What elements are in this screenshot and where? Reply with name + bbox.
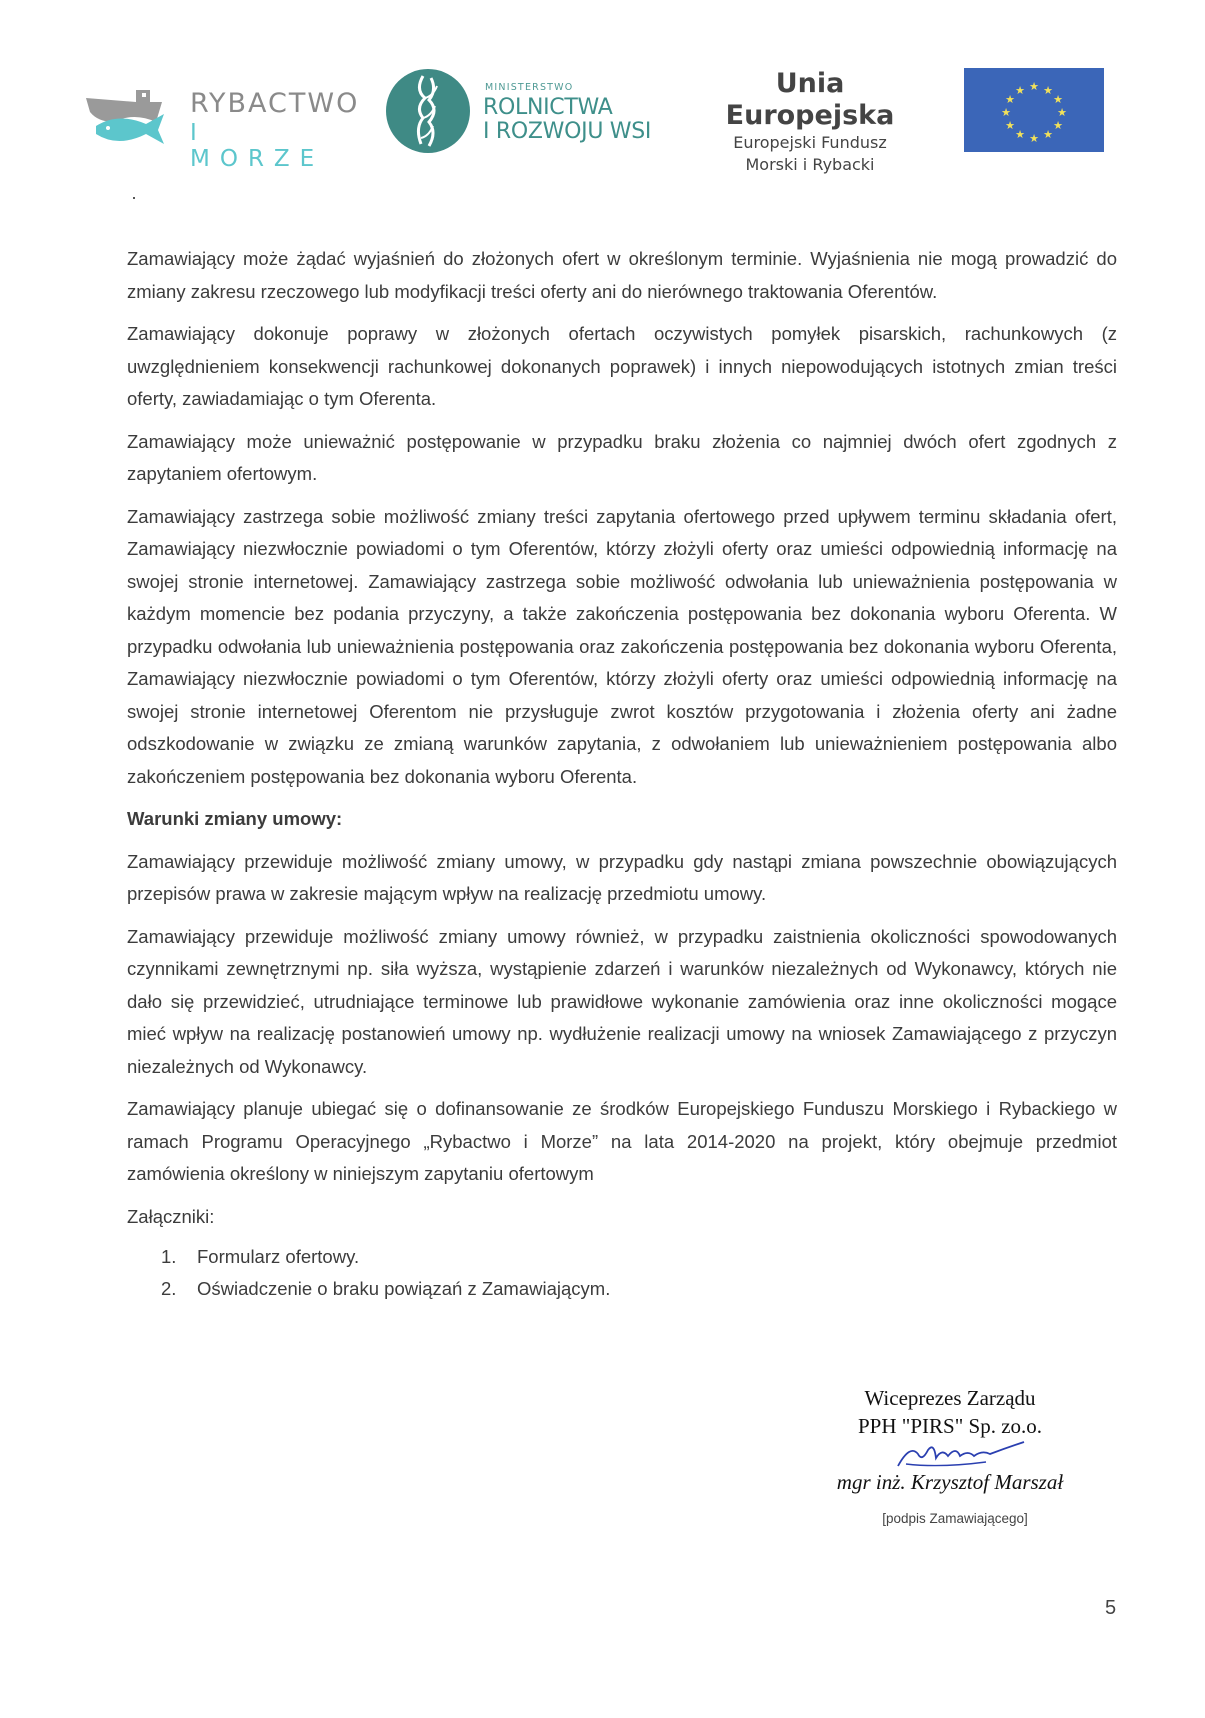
svg-text:★: ★ [1057,106,1067,119]
svg-text:★: ★ [1015,128,1025,141]
attachments-list [127,1241,1117,1305]
document-body [127,243,1117,1305]
boat-fish-icon [84,82,184,152]
logo-rybactwo-line1: RYBACTWO [190,88,360,119]
paragraph-okolicznosci: Zamawiający przewiduje możliwość zmiany umowy również, w przypadku zaistnienia okoliczności spowodowanych czynnikami zewnętrznymi np. siła wyższa, wystąpienie zdarzeń i warunków niezależnych od Wykonawcy, których nie dało się przewidzieć, utrudniające terminowe lub prawidłowe wykonanie zamówienia oraz inne okoliczności mogące mieć wpływ na realizację postanowień umowy np. wydłużenie realizacji umowy na wniosek Zamawiającego z przyczyn niezależnych od Wykonawcy. [127,925,1117,1077]
attachment-text: Oświadczenie o braku powiązań z Zamawiającym. [197,1278,611,1299]
svg-text:★: ★ [1005,93,1015,106]
attachment-item [161,1241,1117,1273]
paragraph-dofinansowanie: Zamawiający planuje ubiegać się o dofinansowanie ze środków Europejskiego Funduszu Morskiego i Rybackiego w ramach Programu Operacyjnego „Rybactwo i Morze” na lata 2014-2020 na projekt, który obejmuje przedmiot zamówienia określony w niniejszym zapytaniu ofertowym [127,1098,1117,1184]
attachment-text: Formularz ofertowy. [197,1246,360,1267]
ue-title: Unia Europejska [725,68,895,131]
svg-text:★: ★ [1043,84,1053,97]
section-heading-warunki-zmiany-umowy: Warunki zmiany umowy: [127,808,343,829]
svg-text:★: ★ [1043,128,1053,141]
document-header [0,60,1205,174]
svg-text:★: ★ [1029,132,1039,145]
logo-ministry-small: MINISTERSTWO [485,82,574,93]
paragraph-poprawy: Zamawiający dokonuje poprawy w złożonych ofertach oczywistych pomyłek pisarskich, rachunkowych (z uwzględnieniem konsekwencji rachunkowej dokonanych poprawek) i innych niepowodujących istotnych zmian treści oferty, zawiadamiając o tym Oferenta. [127,323,1117,409]
attachment-item [161,1273,1117,1305]
signatory-company: PPH "PIRS" Sp. zo.o. [857,1414,1043,1438]
handwritten-signature [810,1440,1090,1470]
ue-subtitle-line2: Morski i Rybacki [745,155,875,174]
paragraph-uniewaznienie: Zamawiający może unieważnić postępowanie w przypadku braku złożenia co najmniej dwóch ofert zgodnych z zapytaniem ofertowym. [127,430,1117,484]
signatory-name: mgr inż. Krzysztof Marszał [836,1470,1064,1494]
logo-rybactwo-line2: I MORZE [190,120,325,172]
svg-text:★: ★ [1053,93,1063,106]
svg-text:★: ★ [1015,84,1025,97]
logo-ministerstwo-rolnictwa [385,68,685,158]
svg-text:★: ★ [1029,80,1039,93]
paragraph-zmiana-przepisow: Zamawiający przewiduje możliwość zmiany umowy, w przypadku gdy nastąpi zmiana powszechnie obowiązujących przepisów prawa w zakresie mającym wpływ na realizację przedmiotu umowy. [127,850,1117,904]
logo-ministry-line2: I ROZWOJU WSI [483,119,652,144]
paragraph-zmiana-tresci: Zamawiający zastrzega sobie możliwość zmiany treści zapytania ofertowego przed upływem terminu składania ofert, Zamawiający niezwłocznie powiadomi o tym Oferentów, którzy złożyli oferty oraz umieści odpowiednią informację na swojej stronie internetowej. Zamawiający zastrzega sobie możliwość odwołania lub unieważnienia postępowania w każdym momencie bez podania przyczyny, a także zakończenia postępowania bez dokonania wyboru Oferenta. W przypadku odwołania lub unieważnienia postępowania oraz zakończenia postępowania bez dokonania wyboru Oferenta, Zamawiający niezwłocznie powiadomi o tym Oferentów, którzy złożyli oferty oraz umieści odpowiednią informację na swojej stronie internetowej Oferentom nie przysługuje zwrot kosztów przygotowania i złożenia oferty ani żadne odszkodowanie w związku ze zmianą warunków zapytania, z odwołaniem lub unieważnieniem postępowania albo zakończeniem postępowania bez dokonania wyboru Oferenta. [127,505,1117,787]
logo-ministry-line1: ROLNICTWA [483,95,613,120]
signatory-title: Wiceprezes Zarządu [864,1386,1036,1410]
attachment-number: 1. [161,1246,177,1267]
page-number: 5 [1105,1597,1117,1619]
attachments-label: Załączniki: [127,1205,215,1227]
ue-subtitle-line1: Europejski Fundusz [733,133,887,152]
attachment-number: 2. [161,1278,177,1299]
scan-artifact [133,197,135,199]
eu-flag-icon [964,68,1104,152]
svg-text:★: ★ [1001,106,1011,119]
svg-text:★: ★ [1005,119,1015,132]
wheat-circle-icon [385,68,471,154]
logo-unia-europejska [690,68,930,176]
signature-caption: [podpis Zamawiającego] [882,1511,1028,1526]
svg-text:★: ★ [1053,119,1063,132]
paragraph-wyjasnienia: Zamawiający może żądać wyjaśnień do złożonych ofert w określonym terminie. Wyjaśnienia nie mogą prowadzić do zmiany zakresu rzeczowego lub modyfikacji treści oferty ani do nierównego traktowania Oferentów. [127,248,1117,302]
signature-block [810,1384,1090,1494]
logo-rybactwo-i-morze [84,82,360,172]
